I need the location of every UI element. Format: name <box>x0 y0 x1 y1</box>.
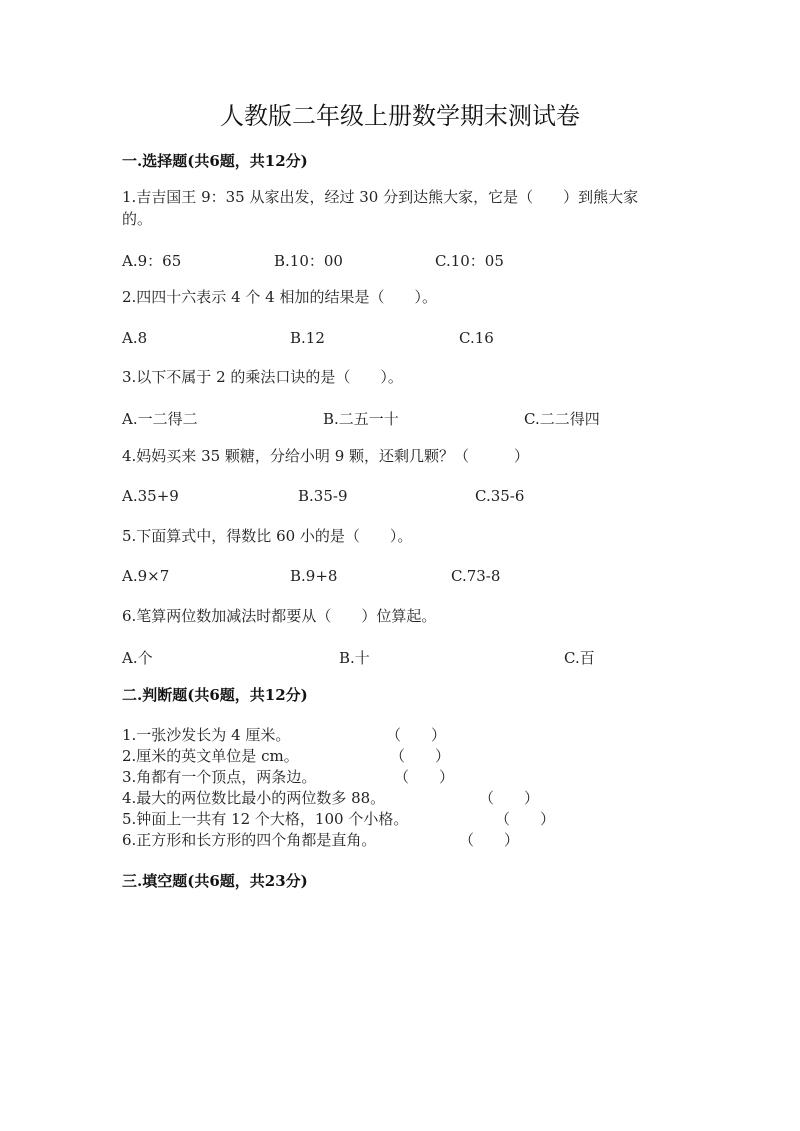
judgment-item-6-answer-blank: （ ） <box>459 831 520 849</box>
question-5-stem: 5.下面算式中，得数比 60 小的是（ ）。 <box>122 527 413 545</box>
section-heading-true-false: 二.判断题(共6题，共12分) <box>122 686 308 704</box>
question-2-option-a: A.8 <box>122 329 148 347</box>
judgment-item-3-answer-blank: （ ） <box>394 768 455 786</box>
question-3-option-a: A.一二得二 <box>122 410 198 428</box>
question-1-option-b: B.10：00 <box>274 252 343 270</box>
question-5-option-b: B.9+8 <box>290 567 338 585</box>
question-6-option-c: C.百 <box>564 649 595 667</box>
question-4-option-c: C.35-6 <box>475 487 525 505</box>
judgment-item-2-answer-blank: （ ） <box>390 747 451 765</box>
question-1-option-a: A.9：65 <box>122 252 182 270</box>
question-4-option-b: B.35-9 <box>298 487 348 505</box>
judgment-item-5-answer-blank: （ ） <box>495 810 556 828</box>
section-heading-fill-in: 三.填空题(共6题，共23分) <box>122 872 308 890</box>
question-4-stem: 4.妈妈买来 35 颗糖，分给小明 9 颗，还剩几颗？（ ） <box>122 447 530 465</box>
question-1-stem-cont: 的。 <box>122 210 153 228</box>
question-6-stem: 6.笔算两位数加减法时都要从（ ）位算起。 <box>122 607 437 625</box>
judgment-item-4: 4.最大的两位数比最小的两位数多 88。 <box>122 789 386 807</box>
section-heading-multiple-choice: 一.选择题(共6题，共12分) <box>122 152 308 170</box>
judgment-item-1-answer-blank: （ ） <box>386 726 447 744</box>
question-6-option-a: A.个 <box>122 649 153 667</box>
question-2-stem: 2.四四十六表示 4 个 4 相加的结果是（ ）。 <box>122 288 437 306</box>
question-1-option-c: C.10：05 <box>435 252 504 270</box>
question-4-option-a: A.35+9 <box>122 487 179 505</box>
question-3-option-b: B.二五一十 <box>323 410 399 428</box>
question-3-stem: 3.以下不属于 2 的乘法口诀的是（ ）。 <box>122 368 403 386</box>
question-2-option-b: B.12 <box>290 329 325 347</box>
judgment-item-2: 2.厘米的英文单位是 cm。 <box>122 747 299 765</box>
question-5-option-c: C.73-8 <box>451 567 501 585</box>
judgment-item-1: 1.一张沙发长为 4 厘米。 <box>122 726 291 744</box>
judgment-item-6: 6.正方形和长方形的四个角都是直角。 <box>122 831 377 849</box>
question-1-stem: 1.吉吉国王 9：35 从家出发，经过 30 分到达熊大家，它是（ ）到熊大家 <box>122 188 639 206</box>
judgment-item-4-answer-blank: （ ） <box>479 789 540 807</box>
question-5-option-a: A.9×7 <box>122 567 170 585</box>
question-3-option-c: C.二二得四 <box>524 410 600 428</box>
page-title: 人教版二年级上册数学期末测试卷 <box>220 102 580 130</box>
judgment-item-3: 3.角都有一个顶点，两条边。 <box>122 768 317 786</box>
judgment-item-5: 5.钟面上一共有 12 个大格，100 个小格。 <box>122 810 409 828</box>
question-2-option-c: C.16 <box>459 329 494 347</box>
question-6-option-b: B.十 <box>339 649 370 667</box>
